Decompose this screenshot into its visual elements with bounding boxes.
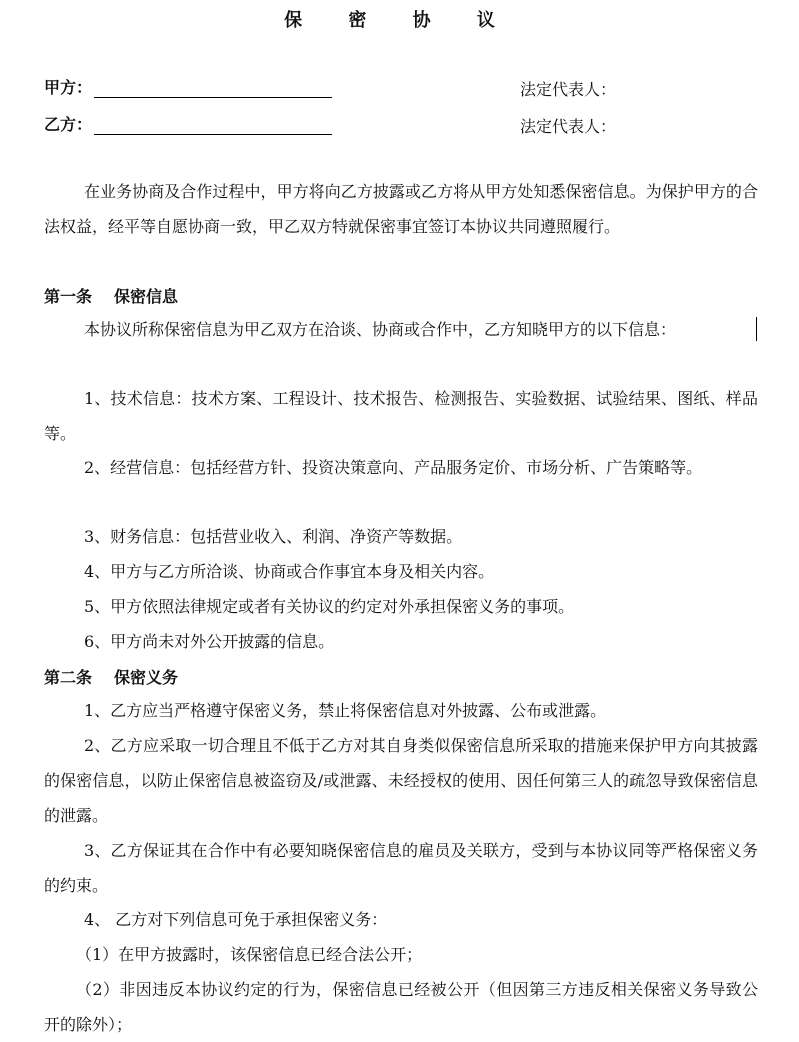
article-1-heading	[44, 284, 178, 307]
party-b-blank-line[interactable]	[94, 116, 332, 135]
text-cursor	[756, 317, 757, 341]
article-2-item-3: 3、乙方保证其在合作中有必要知晓保密信息的雇员及关联方，受到与本协议同等严格保密义务的约束。	[44, 841, 758, 895]
party-a-blank-line[interactable]	[94, 79, 332, 98]
intro-paragraph: 在业务协商及合作过程中，甲方将向乙方披露或乙方将从甲方处知悉保密信息。为保护甲方的合法权益，经平等自愿协商一致，甲乙双方特就保密事宜签订本协议共同遵照履行。	[44, 182, 758, 236]
article-1-item-4: 4、甲方与乙方所洽谈、协商或合作事宜本身及相关内容。	[84, 562, 495, 581]
article-1-item-1: 1、技术信息：技术方案、工程设计、技术报告、检测报告、实验数据、试验结果、图纸、样品等。	[44, 389, 758, 443]
article-2-number: 第二条	[44, 668, 93, 687]
article-1-lead: 本协议所称保密信息为甲乙双方在洽谈、协商或合作中，乙方知晓甲方的以下信息：	[84, 320, 677, 339]
article-2-item-1: 1、乙方应当严格遵守保密义务，禁止将保密信息对外披露、公布或泄露。	[84, 701, 607, 720]
article-1-item-5: 5、甲方依照法律规定或者有关协议的约定对外承担保密义务的事项。	[84, 597, 575, 616]
article-2-name: 保密义务	[114, 668, 179, 687]
article-1-item-6: 6、甲方尚未对外公开披露的信息。	[84, 632, 335, 651]
party-a-rep-label: 法定代表人：	[520, 80, 617, 99]
article-2-heading	[44, 665, 178, 688]
exemption-2: （2）非因违反本协议约定的行为，保密信息已经被公开（但因第三方违反相关保密义务导致公开的除外）；	[44, 980, 758, 1034]
article-2-item-4: 4、 乙方对下列信息可免于承担保密义务：	[84, 910, 388, 929]
article-2-item-2: 2、乙方应采取一切合理且不低于乙方对其自身类似保密信息所采取的措施来保护甲方向其披露的保密信息，以防止保密信息被盗窃及/或泄露、未经授权的使用、因任何第三人的疏忽导致保密信息的泄露。	[44, 736, 758, 825]
party-a-label: 甲方：	[44, 78, 93, 97]
article-1-number: 第一条	[44, 287, 93, 306]
party-a-field	[44, 75, 332, 98]
party-b-rep-label: 法定代表人：	[520, 117, 617, 136]
article-1-name: 保密信息	[114, 287, 179, 306]
exemption-1: （1）在甲方披露时，该保密信息已经合法公开；	[76, 945, 423, 964]
party-b-label: 乙方：	[44, 115, 93, 134]
document-title: 保 密 协 议	[284, 10, 515, 31]
party-b-field	[44, 112, 332, 135]
article-1-item-2: 2、经营信息：包括经营方针、投资决策意向、产品服务定价、市场分析、广告策略等。	[84, 458, 703, 477]
article-1-item-3: 3、财务信息：包括营业收入、利润、净资产等数据。	[84, 527, 463, 546]
